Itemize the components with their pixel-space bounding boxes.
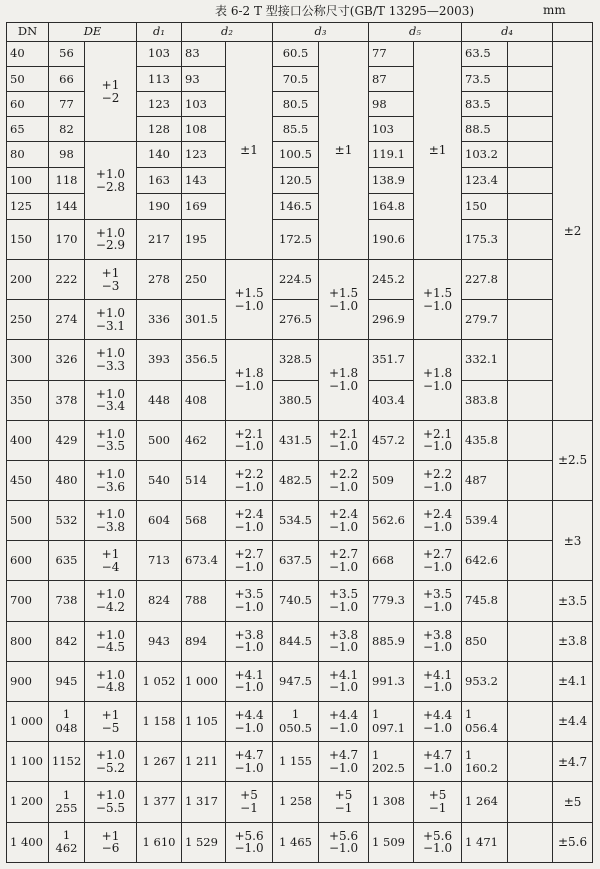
d2-tolerance: +4.4 −1.0	[226, 702, 273, 742]
d2-cell: 250	[182, 259, 226, 299]
d4-tolerance: ±4.1	[553, 661, 593, 701]
de-cell: 98	[49, 142, 85, 167]
d4-blank-cell	[508, 193, 553, 219]
table-row	[7, 581, 593, 621]
de-cell: 1 255	[49, 782, 85, 822]
header-blank	[553, 23, 593, 42]
d5-cell: 245.2	[369, 259, 414, 299]
de-tolerance: +1.0 −2.9	[85, 219, 137, 259]
d1-cell: 278	[137, 259, 182, 299]
d5-cell: 103	[369, 117, 414, 142]
d1-cell: 163	[137, 167, 182, 193]
de-cell: 738	[49, 581, 85, 621]
table-title: 表 6-2 T 型接口公称尺寸(GB/T 13295—2003)	[215, 4, 475, 18]
d4-cell: 63.5	[462, 42, 508, 67]
d4-blank-cell	[508, 167, 553, 193]
d4-cell: 850	[462, 621, 508, 661]
d2-tolerance: +5.6 −1.0	[226, 822, 273, 862]
d3-cell: 120.5	[273, 167, 319, 193]
d3-cell: 146.5	[273, 193, 319, 219]
dn-cell: 40	[7, 42, 49, 67]
d2-cell: 462	[182, 420, 226, 460]
d2-tolerance: +4.7 −1.0	[226, 742, 273, 782]
d2-cell: 143	[182, 167, 226, 193]
d2-tolerance: +3.8 −1.0	[226, 621, 273, 661]
d4-cell: 435.8	[462, 420, 508, 460]
d2-cell: 103	[182, 92, 226, 117]
d2-tolerance: +2.4 −1.0	[226, 501, 273, 541]
d3-cell: 431.5	[273, 420, 319, 460]
table-row	[7, 380, 593, 420]
d3-cell: 276.5	[273, 300, 319, 340]
table-body	[7, 42, 593, 863]
d4-cell: 745.8	[462, 581, 508, 621]
de-tolerance: +1.0 −3.5	[85, 420, 137, 460]
d4-cell: 73.5	[462, 67, 508, 92]
d5-cell: 1 509	[369, 822, 414, 862]
d4-blank-cell	[508, 340, 553, 380]
d3-cell: 80.5	[273, 92, 319, 117]
d4-blank-cell	[508, 581, 553, 621]
de-cell: 480	[49, 460, 85, 500]
de-cell: 378	[49, 380, 85, 420]
d5-cell: 779.3	[369, 581, 414, 621]
d3-cell: 328.5	[273, 340, 319, 380]
de-cell: 274	[49, 300, 85, 340]
d4-blank-cell	[508, 621, 553, 661]
d4-tolerance: ±2.5	[553, 420, 593, 500]
de-cell: 77	[49, 92, 85, 117]
d5-cell: 351.7	[369, 340, 414, 380]
d3-tolerance: ±1	[319, 42, 369, 260]
d4-blank-cell	[508, 117, 553, 142]
d2-tolerance: +1.8 −1.0	[226, 340, 273, 420]
d5-cell: 457.2	[369, 420, 414, 460]
d1-cell: 336	[137, 300, 182, 340]
d2-cell: 83	[182, 42, 226, 67]
d1-cell: 217	[137, 219, 182, 259]
d3-tolerance: +4.1 −1.0	[319, 661, 369, 701]
de-tolerance: +1.0 −3.8	[85, 501, 137, 541]
d3-cell: 534.5	[273, 501, 319, 541]
d5-cell: 119.1	[369, 142, 414, 167]
de-cell: 842	[49, 621, 85, 661]
d2-cell: 1 211	[182, 742, 226, 782]
d4-tolerance: ±3.5	[553, 581, 593, 621]
d5-tolerance: +2.7 −1.0	[414, 541, 462, 581]
d5-tolerance: ±1	[414, 42, 462, 260]
header-row	[7, 23, 593, 42]
d5-cell: 1 308	[369, 782, 414, 822]
d3-tolerance: +5.6 −1.0	[319, 822, 369, 862]
d2-cell: 93	[182, 67, 226, 92]
d4-cell: 1 160.2	[462, 742, 508, 782]
d2-cell: 169	[182, 193, 226, 219]
d3-tolerance: +3.8 −1.0	[319, 621, 369, 661]
de-cell: 170	[49, 219, 85, 259]
table-row	[7, 661, 593, 701]
table-row	[7, 340, 593, 380]
dn-cell: 50	[7, 67, 49, 92]
table-row	[7, 460, 593, 500]
de-cell: 56	[49, 42, 85, 67]
d4-blank-cell	[508, 782, 553, 822]
d2-tolerance: +3.5 −1.0	[226, 581, 273, 621]
table-row	[7, 501, 593, 541]
de-cell: 118	[49, 167, 85, 193]
d3-tolerance: +5 −1	[319, 782, 369, 822]
dn-cell: 500	[7, 501, 49, 541]
d5-tolerance: +2.1 −1.0	[414, 420, 462, 460]
de-tolerance: +1 −2	[85, 42, 137, 142]
header-d5: d₅	[369, 23, 462, 42]
d3-cell: 947.5	[273, 661, 319, 701]
d4-tolerance: ±2	[553, 42, 593, 421]
d1-cell: 128	[137, 117, 182, 142]
d4-blank-cell	[508, 742, 553, 782]
d2-cell: 1 529	[182, 822, 226, 862]
d3-cell: 70.5	[273, 67, 319, 92]
d3-tolerance: +1.8 −1.0	[319, 340, 369, 420]
d4-cell: 83.5	[462, 92, 508, 117]
d4-cell: 1 264	[462, 782, 508, 822]
table-row	[7, 742, 593, 782]
d4-blank-cell	[508, 661, 553, 701]
d5-cell: 885.9	[369, 621, 414, 661]
header-d2: d₂	[182, 23, 273, 42]
d5-cell: 138.9	[369, 167, 414, 193]
d5-tolerance: +4.4 −1.0	[414, 702, 462, 742]
d5-cell: 509	[369, 460, 414, 500]
d2-cell: 568	[182, 501, 226, 541]
d5-cell: 87	[369, 67, 414, 92]
dn-cell: 100	[7, 167, 49, 193]
d4-cell: 383.8	[462, 380, 508, 420]
d5-tolerance: +4.1 −1.0	[414, 661, 462, 701]
d5-tolerance: +3.8 −1.0	[414, 621, 462, 661]
d4-tolerance: ±5	[553, 782, 593, 822]
de-tolerance: +1.0 −5.5	[85, 782, 137, 822]
de-tolerance: +1 −5	[85, 702, 137, 742]
d4-cell: 123.4	[462, 167, 508, 193]
de-tolerance: +1.0 −5.2	[85, 742, 137, 782]
d4-tolerance: ±4.7	[553, 742, 593, 782]
de-tolerance: +1.0 −3.6	[85, 460, 137, 500]
d2-cell: 301.5	[182, 300, 226, 340]
d4-cell: 279.7	[462, 300, 508, 340]
d2-cell: 1 000	[182, 661, 226, 701]
dn-cell: 800	[7, 621, 49, 661]
de-tolerance: +1.0 −3.4	[85, 380, 137, 420]
de-cell: 82	[49, 117, 85, 142]
table-row	[7, 300, 593, 340]
d2-tolerance: +1.5 −1.0	[226, 259, 273, 339]
table-row	[7, 219, 593, 259]
header-de: DE	[49, 23, 137, 42]
d4-blank-cell	[508, 501, 553, 541]
de-cell: 1 048	[49, 702, 85, 742]
d3-cell: 224.5	[273, 259, 319, 299]
de-tolerance: +1.0 −4.8	[85, 661, 137, 701]
d3-cell: 740.5	[273, 581, 319, 621]
d5-cell: 562.6	[369, 501, 414, 541]
dn-cell: 300	[7, 340, 49, 380]
d3-cell: 637.5	[273, 541, 319, 581]
d4-cell: 1 056.4	[462, 702, 508, 742]
dn-cell: 1 200	[7, 782, 49, 822]
d4-blank-cell	[508, 42, 553, 67]
d5-cell: 403.4	[369, 380, 414, 420]
d5-cell: 991.3	[369, 661, 414, 701]
d4-blank-cell	[508, 460, 553, 500]
d5-tolerance: +2.2 −1.0	[414, 460, 462, 500]
de-cell: 222	[49, 259, 85, 299]
d4-tolerance: ±3	[553, 501, 593, 581]
d4-cell: 539.4	[462, 501, 508, 541]
dn-cell: 600	[7, 541, 49, 581]
d1-cell: 140	[137, 142, 182, 167]
title-bar	[0, 0, 600, 20]
de-tolerance: +1.0 −3.3	[85, 340, 137, 380]
de-cell: 66	[49, 67, 85, 92]
table-row	[7, 420, 593, 460]
dn-cell: 150	[7, 219, 49, 259]
d1-cell: 943	[137, 621, 182, 661]
d2-cell: 673.4	[182, 541, 226, 581]
de-cell: 429	[49, 420, 85, 460]
d2-tolerance: +2.7 −1.0	[226, 541, 273, 581]
dn-cell: 1 100	[7, 742, 49, 782]
d2-cell: 1 105	[182, 702, 226, 742]
d4-blank-cell	[508, 702, 553, 742]
de-tolerance: +1 −6	[85, 822, 137, 862]
d2-cell: 123	[182, 142, 226, 167]
d1-cell: 1 377	[137, 782, 182, 822]
d3-cell: 1 155	[273, 742, 319, 782]
d3-tolerance: +4.7 −1.0	[319, 742, 369, 782]
d1-cell: 540	[137, 460, 182, 500]
d1-cell: 393	[137, 340, 182, 380]
d1-cell: 1 052	[137, 661, 182, 701]
d4-blank-cell	[508, 541, 553, 581]
table-row	[7, 782, 593, 822]
de-cell: 945	[49, 661, 85, 701]
table-row	[7, 541, 593, 581]
d2-tolerance: +5 −1	[226, 782, 273, 822]
d5-tolerance: +2.4 −1.0	[414, 501, 462, 541]
d4-cell: 103.2	[462, 142, 508, 167]
d5-tolerance: +4.7 −1.0	[414, 742, 462, 782]
d4-tolerance: ±4.4	[553, 702, 593, 742]
dimension-table	[6, 22, 593, 863]
dn-cell: 200	[7, 259, 49, 299]
header-d1: d₁	[137, 23, 182, 42]
d4-blank-cell	[508, 92, 553, 117]
d4-tolerance: ±5.6	[553, 822, 593, 862]
d1-cell: 448	[137, 380, 182, 420]
d5-cell: 77	[369, 42, 414, 67]
de-tolerance: +1.0 −4.2	[85, 581, 137, 621]
d1-cell: 113	[137, 67, 182, 92]
d5-cell: 164.8	[369, 193, 414, 219]
d5-tolerance: +1.5 −1.0	[414, 259, 462, 339]
d4-blank-cell	[508, 259, 553, 299]
d4-cell: 642.6	[462, 541, 508, 581]
dn-cell: 350	[7, 380, 49, 420]
table-row	[7, 702, 593, 742]
d4-blank-cell	[508, 300, 553, 340]
table-row	[7, 621, 593, 661]
d1-cell: 604	[137, 501, 182, 541]
d4-cell: 175.3	[462, 219, 508, 259]
de-cell: 326	[49, 340, 85, 380]
d2-cell: 108	[182, 117, 226, 142]
d5-cell: 296.9	[369, 300, 414, 340]
d4-tolerance: ±3.8	[553, 621, 593, 661]
d3-cell: 844.5	[273, 621, 319, 661]
table-row	[7, 142, 593, 167]
d1-cell: 713	[137, 541, 182, 581]
dn-cell: 900	[7, 661, 49, 701]
d2-cell: 514	[182, 460, 226, 500]
dn-cell: 1 400	[7, 822, 49, 862]
d2-cell: 1 317	[182, 782, 226, 822]
d4-cell: 332.1	[462, 340, 508, 380]
de-cell: 144	[49, 193, 85, 219]
d3-tolerance: +2.7 −1.0	[319, 541, 369, 581]
d3-cell: 1 465	[273, 822, 319, 862]
de-cell: 532	[49, 501, 85, 541]
d1-cell: 103	[137, 42, 182, 67]
d3-tolerance: +2.2 −1.0	[319, 460, 369, 500]
d4-cell: 150	[462, 193, 508, 219]
table-row	[7, 822, 593, 862]
unit-label: mm	[543, 3, 566, 17]
header-d3: d₃	[273, 23, 369, 42]
d2-tolerance: +4.1 −1.0	[226, 661, 273, 701]
d2-tolerance: +2.1 −1.0	[226, 420, 273, 460]
d2-cell: 356.5	[182, 340, 226, 380]
d3-cell: 482.5	[273, 460, 319, 500]
d3-cell: 1 050.5	[273, 702, 319, 742]
d3-cell: 60.5	[273, 42, 319, 67]
d3-cell: 380.5	[273, 380, 319, 420]
d5-cell: 190.6	[369, 219, 414, 259]
de-cell: 1 462	[49, 822, 85, 862]
d3-cell: 1 258	[273, 782, 319, 822]
dn-cell: 1 000	[7, 702, 49, 742]
d1-cell: 1 610	[137, 822, 182, 862]
d3-cell: 172.5	[273, 219, 319, 259]
dn-cell: 700	[7, 581, 49, 621]
d4-cell: 227.8	[462, 259, 508, 299]
dn-cell: 450	[7, 460, 49, 500]
header-dn: DN	[7, 23, 49, 42]
dn-cell: 125	[7, 193, 49, 219]
d5-tolerance: +3.5 −1.0	[414, 581, 462, 621]
d5-cell: 98	[369, 92, 414, 117]
de-tolerance: +1.0 −4.5	[85, 621, 137, 661]
d3-tolerance: +2.1 −1.0	[319, 420, 369, 460]
d1-cell: 1 158	[137, 702, 182, 742]
d2-cell: 408	[182, 380, 226, 420]
d1-cell: 500	[137, 420, 182, 460]
d2-cell: 195	[182, 219, 226, 259]
dn-cell: 250	[7, 300, 49, 340]
d4-cell: 1 471	[462, 822, 508, 862]
d3-tolerance: +4.4 −1.0	[319, 702, 369, 742]
d1-cell: 190	[137, 193, 182, 219]
d4-cell: 487	[462, 460, 508, 500]
d4-blank-cell	[508, 822, 553, 862]
d1-cell: 824	[137, 581, 182, 621]
table-row	[7, 42, 593, 67]
header-d4: d₄	[462, 23, 553, 42]
d3-cell: 100.5	[273, 142, 319, 167]
d3-tolerance: +3.5 −1.0	[319, 581, 369, 621]
d4-cell: 88.5	[462, 117, 508, 142]
d4-blank-cell	[508, 67, 553, 92]
d2-tolerance: +2.2 −1.0	[226, 460, 273, 500]
dn-cell: 65	[7, 117, 49, 142]
d4-blank-cell	[508, 219, 553, 259]
d5-cell: 668	[369, 541, 414, 581]
d1-cell: 1 267	[137, 742, 182, 782]
d3-cell: 85.5	[273, 117, 319, 142]
d4-cell: 953.2	[462, 661, 508, 701]
d3-tolerance: +2.4 −1.0	[319, 501, 369, 541]
dn-cell: 60	[7, 92, 49, 117]
d5-cell: 1 097.1	[369, 702, 414, 742]
d2-tolerance: ±1	[226, 42, 273, 260]
table-row	[7, 259, 593, 299]
de-tolerance: +1.0 −2.8	[85, 142, 137, 219]
dn-cell: 80	[7, 142, 49, 167]
de-tolerance: +1 −3	[85, 259, 137, 299]
de-cell: 635	[49, 541, 85, 581]
de-tolerance: +1.0 −3.1	[85, 300, 137, 340]
de-cell: 1152	[49, 742, 85, 782]
d5-tolerance: +5 −1	[414, 782, 462, 822]
d4-blank-cell	[508, 142, 553, 167]
d5-cell: 1 202.5	[369, 742, 414, 782]
d4-blank-cell	[508, 420, 553, 460]
d5-tolerance: +1.8 −1.0	[414, 340, 462, 420]
d5-tolerance: +5.6 −1.0	[414, 822, 462, 862]
d4-blank-cell	[508, 380, 553, 420]
d2-cell: 788	[182, 581, 226, 621]
d2-cell: 894	[182, 621, 226, 661]
d1-cell: 123	[137, 92, 182, 117]
d3-tolerance: +1.5 −1.0	[319, 259, 369, 339]
de-tolerance: +1 −4	[85, 541, 137, 581]
dn-cell: 400	[7, 420, 49, 460]
